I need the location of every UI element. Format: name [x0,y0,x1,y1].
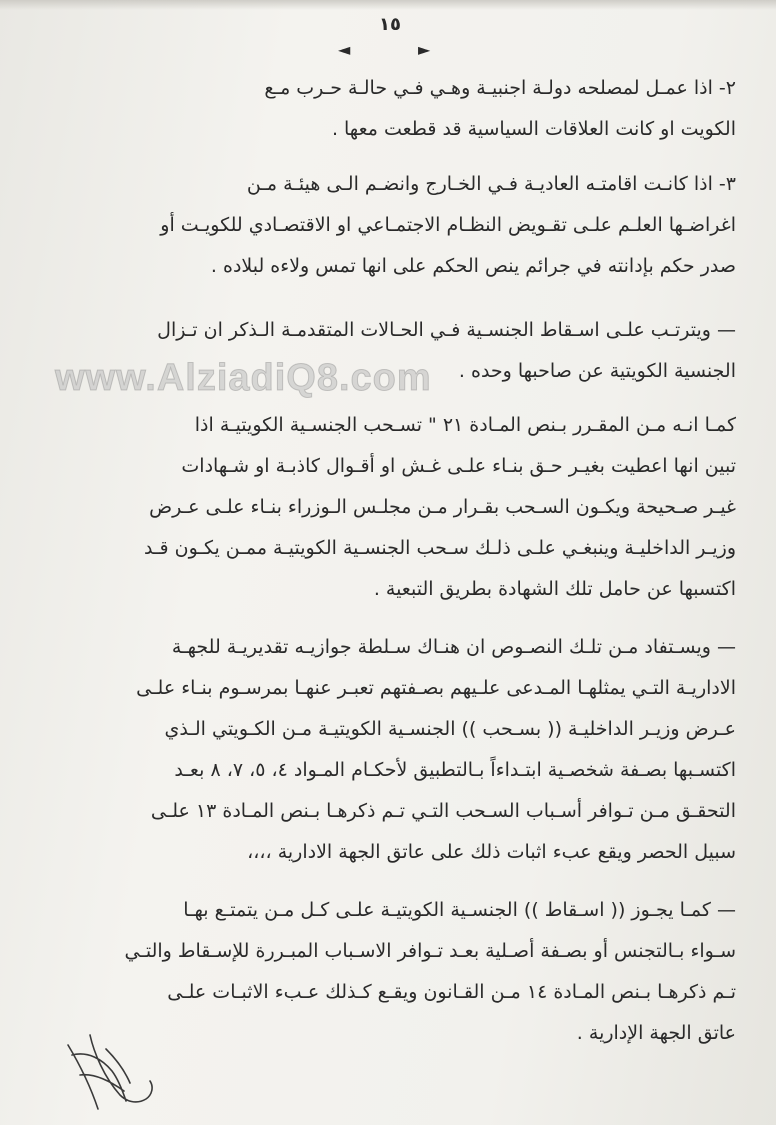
website-watermark: www.AlziadiQ8.com [55,357,432,399]
text-line: عـرض وزيـر الداخليـة (( بسـحب )) الجنسـية الكويتيـة مـن الكـويتي الـذي [164,718,736,740]
text-line: اكتسـبها بصـفة شخصـية ابتـداءاً بـالتطبيق لأحكـام المـواد ٤، ٥، ٧، ٨ بعـد [174,759,736,781]
paragraph-article-21 [36,405,736,610]
text-line: كمـا انـه مـن المقـرر بـنص المـادة ٢١ " تسـحب الجنسـية الكويتيـة اذا [194,414,736,436]
text-line: اغراضـها العلـم علـى تقـويض النظـام الاجتمـاعي او الاقتصـادي للكويـت أو [160,214,736,236]
text-line: — كمـا يجـوز (( اسـقاط )) الجنسـية الكويتيـة علـى كـل مـن يتمتـع بهـا [183,899,736,921]
text-line: التحقـق مـن تـوافر أسـباب السـحب التـي تـم ذكرهـا بـنص المـادة ١٣ علـى [150,800,736,822]
handwritten-signature-icon [60,1025,170,1115]
text-line: سبيل الحصر ويقع عبء اثبات ذلك على عاتق الجهة الادارية ،،،، [247,841,736,863]
paragraph-clause-2 [36,68,736,150]
text-line: سـواء بـالتجنس أو بصـفة أصـلية بعـد تـوافر الاسـباب المبـررة للإسـقاط والتـي [124,940,736,962]
text-line: الاداريـة التـي يمثلهـا المـدعى علـيهم بصـفتهم تعبـر عنهـا بمرسـوم بنـاء علـى [136,677,736,699]
left-arrow-mark: ◄ [338,40,351,59]
text-line: صدر حكم بإدانته في جرائم ينص الحكم على انها تمس ولاءه لبلاده . [210,255,736,277]
page-edge-shadow [0,0,776,10]
text-line: الكويت او كانت العلاقات السياسية قد قطعت معها . [331,118,736,140]
text-line: وزيـر الداخليـة وينبغـي علـى ذلـك سـحب الجنسـية الكويتيـة ممـن يكـون قـد [143,537,736,559]
paragraph-discretionary-authority [36,627,736,873]
text-line: ٣- اذا كانـت اقامتـه العاديـة فـي الخـارج وانضـم الـى هيئـة مـن [246,173,736,195]
text-line: — ويسـتفاد مـن تلـك النصـوص ان هنـاك سـلطة جوازيـه تقديريـة للجهـة [171,636,736,658]
page-number: ١٥ [379,14,401,35]
text-line: عاتق الجهة الإدارية . [576,1022,736,1044]
text-line: ٢- اذا عمـل لمصلحه دولـة اجنبيـة وهـي فـي حالـة حـرب مـع [264,77,736,99]
text-line: تـم ذكرهـا بـنص المـادة ١٤ مـن القـانون ويقـع كـذلك عـبء الاثبـات علـى [167,981,736,1003]
text-line: الجنسية الكويتية عن صاحبها وحده . [458,360,736,382]
text-line: اكتسبها عن حامل تلك الشهادة بطريق التبعية . [373,578,736,600]
right-arrow-mark: ► [418,40,431,59]
paragraph-clause-3 [36,164,736,287]
text-line: تبين انها اعطيت بغيـر حـق بنـاء علـى غـش او أقـوال كاذبـة او شـهادات [181,455,736,477]
text-line: غيـر صـحيحة ويكـون السـحب بقـرار مـن مجلـس الـوزراء بنـاء علـى عـرض [149,496,736,518]
text-line: — ويترتـب علـى اسـقاط الجنسـية فـي الحـالات المتقدمـة الـذكر ان تـزال [157,319,736,341]
